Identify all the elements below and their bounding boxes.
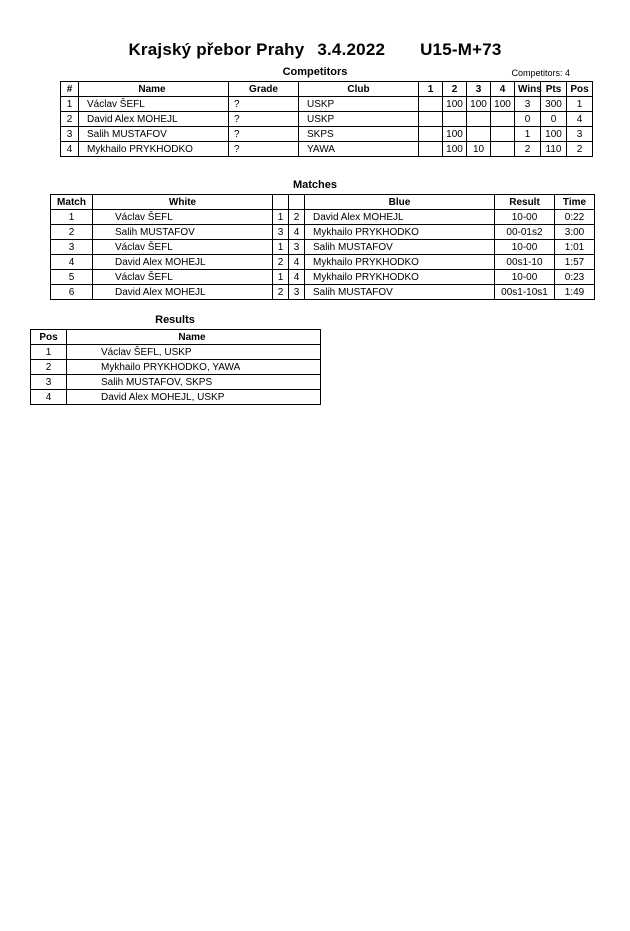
col-round-3: 3 [467,82,491,97]
table-row [51,285,595,300]
match-result: 10-00 [495,210,555,225]
match-number: 1 [51,210,93,225]
match-white-name: Václav ŠEFL [93,270,273,285]
competitor-name: Václav ŠEFL [79,97,229,112]
matches-table [50,194,595,300]
col-time: Time [555,195,595,210]
competitor-pts: 0 [541,112,567,127]
col-match: Match [51,195,93,210]
table-row [31,345,321,360]
match-blue-name: David Alex MOHEJL [305,210,495,225]
col-grade: Grade [229,82,299,97]
table-row [61,142,593,157]
competitor-number: 4 [61,142,79,157]
match-time: 0:22 [555,210,595,225]
result-position: 3 [31,375,67,390]
match-time: 1:57 [555,255,595,270]
match-white-name: Salih MUSTAFOV [93,225,273,240]
competitor-score-4 [491,142,515,157]
match-result: 10-00 [495,240,555,255]
matches-table-wrap [50,194,587,300]
results-table [30,329,321,405]
match-time: 0:23 [555,270,595,285]
table-row [31,360,321,375]
match-blue-number: 4 [289,270,305,285]
competitor-pos: 1 [567,97,593,112]
match-white-name: Václav ŠEFL [93,240,273,255]
competitor-pts: 300 [541,97,567,112]
competitor-grade: ? [229,127,299,142]
match-number: 6 [51,285,93,300]
col-club: Club [299,82,419,97]
col-round-1: 1 [419,82,443,97]
competitor-score-4 [491,112,515,127]
col-pos: Pos [567,82,593,97]
matches-heading: Matches [292,179,338,191]
competitor-pos: 3 [567,127,593,142]
match-result: 00-01s2 [495,225,555,240]
event-name: Krajský přebor Prahy [128,40,305,59]
table-header-row [51,195,595,210]
match-blue-name: Mykhailo PRYKHODKO [305,225,495,240]
table-row [61,112,593,127]
competitors-table-wrap [60,81,589,157]
competitor-number: 1 [61,97,79,112]
competitor-number: 3 [61,127,79,142]
competitor-score-1 [419,112,443,127]
result-name: Václav ŠEFL, USKP [67,345,321,360]
competitor-name: David Alex MOHEJL [79,112,229,127]
match-blue-name: Salih MUSTAFOV [305,240,495,255]
col-blue: Blue [305,195,495,210]
competitor-score-3: 100 [467,97,491,112]
match-white-name: David Alex MOHEJL [93,255,273,270]
result-name: David Alex MOHEJL, USKP [67,390,321,405]
result-position: 4 [31,390,67,405]
event-category: U15-M+73 [420,40,502,59]
match-time: 3:00 [555,225,595,240]
competitor-wins: 3 [515,97,541,112]
match-white-number: 1 [273,210,289,225]
match-white-name: David Alex MOHEJL [93,285,273,300]
table-header-row [61,82,593,97]
competitor-pos: 4 [567,112,593,127]
match-number: 2 [51,225,93,240]
match-white-number: 1 [273,270,289,285]
competitor-name: Mykhailo PRYKHODKO [79,142,229,157]
table-row [51,240,595,255]
result-position: 2 [31,360,67,375]
competitor-score-2 [443,112,467,127]
competitor-club: USKP [299,97,419,112]
tournament-results-page [0,40,630,931]
competitor-score-2: 100 [443,97,467,112]
results-table-wrap [30,329,320,405]
result-name: Mykhailo PRYKHODKO, YAWA [67,360,321,375]
competitor-score-2: 100 [443,142,467,157]
match-white-number: 2 [273,285,289,300]
match-white-name: Václav ŠEFL [93,210,273,225]
table-row [51,270,595,285]
competitor-score-1 [419,127,443,142]
table-row [31,390,321,405]
page-title [0,40,630,60]
match-blue-number: 3 [289,285,305,300]
col-result: Result [495,195,555,210]
match-number: 5 [51,270,93,285]
competitor-name: Salih MUSTAFOV [79,127,229,142]
match-white-number: 3 [273,225,289,240]
competitor-score-4: 100 [491,97,515,112]
match-time: 1:49 [555,285,595,300]
competitor-wins: 0 [515,112,541,127]
col-name: Name [67,330,321,345]
col-round-2: 2 [443,82,467,97]
match-blue-name: Mykhailo PRYKHODKO [305,255,495,270]
competitor-score-3: 10 [467,142,491,157]
results-heading: Results [155,314,195,326]
match-time: 1:01 [555,240,595,255]
competitors-count: Competitors: 4 [511,68,570,78]
match-blue-name: Mykhailo PRYKHODKO [305,270,495,285]
event-date: 3.4.2022 [317,40,386,59]
result-name: Salih MUSTAFOV, SKPS [67,375,321,390]
competitor-club: USKP [299,112,419,127]
competitor-score-1 [419,97,443,112]
table-row [51,255,595,270]
col-number: # [61,82,79,97]
match-blue-number: 2 [289,210,305,225]
col-white: White [93,195,273,210]
competitor-club: YAWA [299,142,419,157]
col-wins: Wins [515,82,541,97]
match-white-number: 2 [273,255,289,270]
competitor-score-3 [467,127,491,142]
col-name: Name [79,82,229,97]
competitor-score-4 [491,127,515,142]
match-blue-number: 3 [289,240,305,255]
competitor-score-1 [419,142,443,157]
competitor-pts: 100 [541,127,567,142]
table-header-row [31,330,321,345]
match-result: 00s1-10s1 [495,285,555,300]
competitor-pts: 110 [541,142,567,157]
col-white-number [273,195,289,210]
competitor-grade: ? [229,97,299,112]
col-blue-number [289,195,305,210]
competitor-score-3 [467,112,491,127]
table-row [51,210,595,225]
col-round-4: 4 [491,82,515,97]
match-result: 00s1-10 [495,255,555,270]
match-white-number: 1 [273,240,289,255]
competitors-table [60,81,593,157]
table-row [61,127,593,142]
match-number: 3 [51,240,93,255]
competitor-wins: 2 [515,142,541,157]
competitor-number: 2 [61,112,79,127]
competitor-pos: 2 [567,142,593,157]
competitor-grade: ? [229,142,299,157]
competitor-score-2: 100 [443,127,467,142]
match-result: 10-00 [495,270,555,285]
competitors-heading: Competitors [282,66,348,78]
competitors-heading-row [60,66,570,78]
col-pts: Pts [541,82,567,97]
table-row [51,225,595,240]
result-position: 1 [31,345,67,360]
match-number: 4 [51,255,93,270]
competitor-club: SKPS [299,127,419,142]
table-row [61,97,593,112]
match-blue-number: 4 [289,255,305,270]
competitor-grade: ? [229,112,299,127]
table-row [31,375,321,390]
col-pos: Pos [31,330,67,345]
match-blue-number: 4 [289,225,305,240]
competitor-wins: 1 [515,127,541,142]
match-blue-name: Salih MUSTAFOV [305,285,495,300]
